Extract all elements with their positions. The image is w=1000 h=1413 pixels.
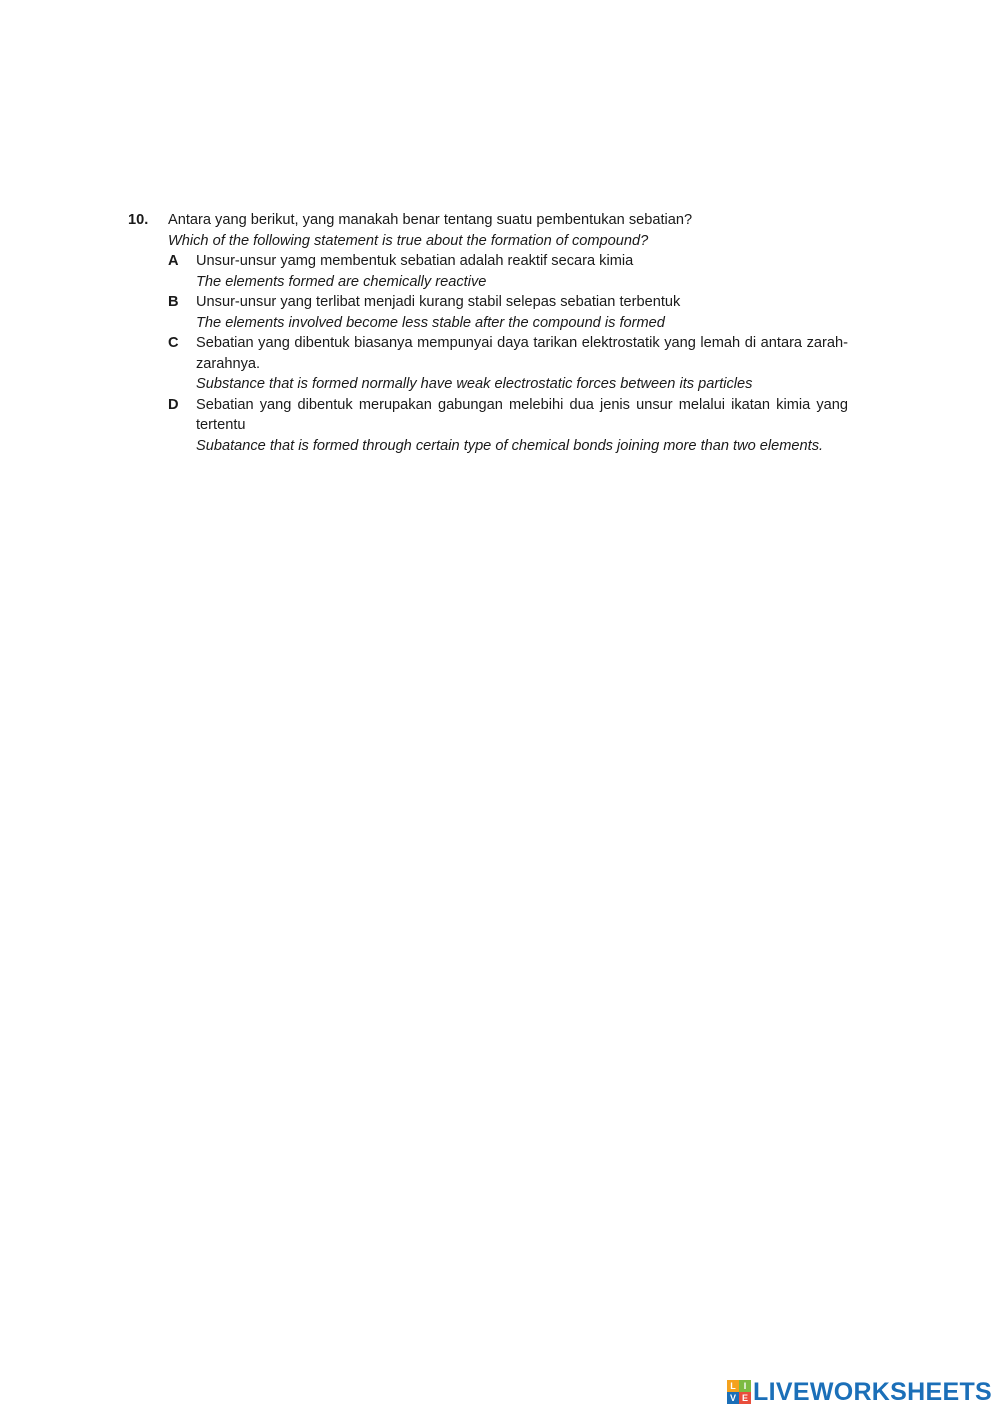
option-d[interactable] bbox=[128, 395, 848, 457]
liveworksheets-icon bbox=[727, 1380, 751, 1404]
liveworksheets-logo[interactable] bbox=[727, 1377, 992, 1407]
option-text-malay: Unsur-unsur yang terlibat menjadi kurang stabil selepas sebatian terbentuk bbox=[196, 294, 681, 310]
option-letter: B bbox=[168, 294, 179, 310]
option-b[interactable] bbox=[128, 292, 848, 333]
option-text-english: Subatance that is formed through certain type of chemical bonds joining more than two elements. bbox=[196, 437, 824, 454]
option-letter: A bbox=[168, 253, 179, 269]
option-text-english: The elements involved become less stable after the compound is formed bbox=[196, 314, 665, 331]
logo-letter-v: V bbox=[727, 1392, 739, 1404]
question-text-english: Which of the following statement is true about the formation of compound? bbox=[168, 232, 649, 249]
option-text-malay: Sebatian yang dibentuk merupakan gabungan melebihi dua jenis unsur melalui ikatan kimia yang tertentu bbox=[196, 396, 848, 433]
option-text-malay: Sebatian yang dibentuk biasanya mempunyai daya tarikan elektrostatik yang lemah di antara zarah-zarahnya. bbox=[196, 335, 848, 372]
option-text-malay: Unsur-unsur yamg membentuk sebatian adalah reaktif secara kimia bbox=[196, 253, 634, 269]
question-header bbox=[128, 210, 848, 251]
brand-name: LIVEWORKSHEETS bbox=[753, 1377, 992, 1406]
logo-letter-l: L bbox=[727, 1380, 739, 1392]
option-a[interactable] bbox=[128, 251, 848, 292]
option-letter: C bbox=[168, 335, 179, 351]
question-10 bbox=[128, 210, 848, 456]
option-letter: D bbox=[168, 396, 179, 413]
option-text-english: The elements formed are chemically reactive bbox=[196, 273, 487, 290]
answer-options bbox=[128, 251, 848, 456]
option-c[interactable] bbox=[128, 333, 848, 395]
option-text-english: Substance that is formed normally have weak electrostatic forces between its particles bbox=[196, 376, 753, 392]
logo-letter-i: I bbox=[739, 1380, 751, 1392]
logo-letter-e: E bbox=[739, 1392, 751, 1404]
question-number: 10. bbox=[128, 212, 149, 228]
question-text-malay: Antara yang berikut, yang manakah benar tentang suatu pembentukan sebatian? bbox=[168, 212, 693, 228]
